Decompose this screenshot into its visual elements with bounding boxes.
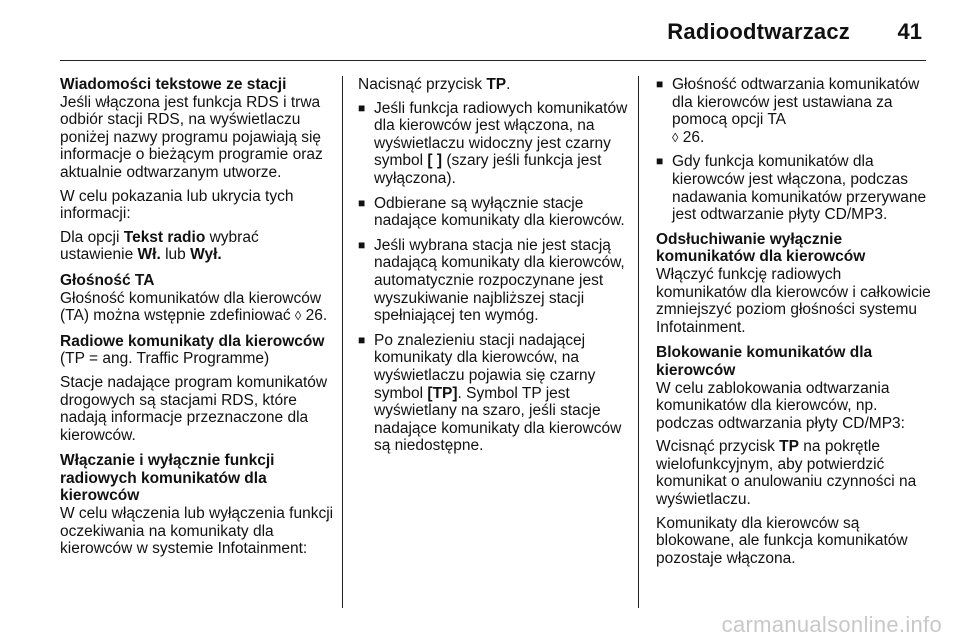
paragraph: W celu zablokowania odtwarzania komunikatów dla kierowców, np. podczas odtwarzania płyty CD/MP3:	[656, 379, 905, 432]
section-heading: Radiowe komunikaty dla kierowców	[60, 332, 325, 350]
bullet-icon: ■	[656, 154, 664, 169]
option-on: Wł.	[137, 246, 161, 264]
section-heading: Głośność TA	[60, 271, 155, 289]
section-heading: Włączanie i wyłącznie funkcji radiowych komunikatów dla kierowców	[60, 452, 275, 505]
section-ta-volume	[60, 272, 335, 325]
watermark: carmanualsonline.info	[721, 612, 942, 637]
option-off: Wył.	[190, 246, 222, 264]
bullet-icon: ■	[358, 100, 366, 115]
paragraph: Włączyć funkcję radiowych komunikatów dla kierowców i całkowicie zmniejszyć poziom głośności systemu Infotainment.	[656, 265, 931, 336]
page-title: Radioodtwarzacz	[667, 19, 850, 44]
column-2	[358, 76, 628, 462]
list-item: ■ Po znalezieniu stacji nadającej komunikaty dla kierowców, na wyświetlaczu pojawia się czarny symbol [TP]. Symbol TP jest wyświetlany na szaro, jeśli stacje nadające komunikaty dla kierowców są niedostępne.	[358, 331, 622, 455]
section-heading: Blokowanie komunikatów dla kierowców	[656, 344, 873, 379]
paragraph: Nacisnąć przycisk TP.	[358, 76, 511, 93]
cross-reference-icon: ◊	[294, 308, 302, 324]
paragraph: Komunikaty dla kierowców są blokowane, ale funkcja komunikatów pozostaje włączona.	[656, 514, 908, 567]
page-reference: 26.	[682, 128, 705, 146]
section-tp-on-off	[60, 452, 335, 558]
column-divider-1	[342, 76, 343, 608]
paragraph: Jeśli włączona jest funkcja RDS i trwa odbiór stacji RDS, na wyświetlaczu poniżej nazwy programu pojawiają się informacje o bieżącym programie oraz aktualnie odtwarzanym utworze.	[60, 93, 323, 181]
option-radio-text: Tekst radio	[123, 228, 206, 246]
section-traffic-programme	[60, 333, 335, 445]
list-item: ■ Jeśli funkcja radiowych komunikatów dla kierowców jest włączona, na wyświetlaczu widoczny jest czarny symbol [ ] (szary jeśli funkcja jest wyłączona).	[358, 99, 628, 187]
page-header	[0, 0, 960, 60]
paragraph: (TP = ang. Traffic Programme)	[60, 350, 270, 368]
page-number: 41	[897, 19, 922, 44]
column-3	[656, 76, 931, 575]
paragraph: Dla opcji Tekst radio wybrać ustawienie Wł. lub Wył.	[60, 228, 259, 264]
tp-button-label: TP	[486, 76, 507, 93]
bullet-icon: ■	[656, 77, 664, 91]
bullet-list	[358, 100, 628, 455]
paragraph: Stacje nadające program komunikatów drogowych są stacjami RDS, które nadają informacje przeznaczone dla kierowców.	[60, 373, 328, 444]
paragraph: Wcisnąć przycisk TP na pokrętle wielofunkcyjnym, aby potwierdzić komunikat o anulowaniu czynności na wyświetlaczu.	[656, 438, 917, 509]
section-heading: Odsłuchiwanie wyłącznie komunikatów dla kierowców	[656, 230, 866, 266]
section-listen-only-ta	[656, 231, 931, 337]
section-rds-text	[60, 76, 335, 264]
bullet-icon: ■	[358, 332, 366, 347]
tp-button-label: TP	[779, 438, 799, 456]
section-block-ta	[656, 344, 931, 567]
list-item: ■ Gdy funkcja komunikatów dla kierowców jest włączona, podczas nadawania komunikatów przerywane jest odtwarzanie płyty CD/MP3.	[656, 153, 927, 224]
section-heading: Wiadomości tekstowe ze stacji	[60, 76, 287, 93]
cross-reference-icon: ◊	[672, 129, 679, 145]
list-item: ■ Głośność odtwarzania komunikatów dla kierowców jest ustawiana za pomocą opcji TA ◊ 26.	[656, 76, 920, 146]
list-item: ■ Odbierane są wyłącznie stacje nadające komunikaty dla kierowców.	[358, 194, 625, 230]
paragraph: Głośność komunikatów dla kierowców (TA) można wstępnie zdefiniować ◊ 26.	[60, 289, 328, 325]
bullet-list	[656, 76, 931, 224]
bullet-icon: ■	[358, 195, 366, 210]
column-1	[60, 76, 335, 566]
header-divider	[60, 60, 926, 61]
paragraph: W celu pokazania lub ukrycia tych informacji:	[60, 187, 294, 223]
page-reference: 26.	[305, 307, 328, 325]
list-item: ■ Jeśli wybrana stacja nie jest stacją nadającą komunikaty dla kierowców, automatycznie rozpoczynane jest wyszukiwanie najbliższej stacji spełniającej ten wymóg.	[358, 236, 625, 325]
paragraph: W celu włączenia lub wyłączenia funkcji oczekiwania na komunikaty dla kierowców w systemie Infotainment:	[60, 505, 334, 558]
column-divider-2	[638, 76, 639, 608]
bullet-icon: ■	[358, 237, 366, 252]
